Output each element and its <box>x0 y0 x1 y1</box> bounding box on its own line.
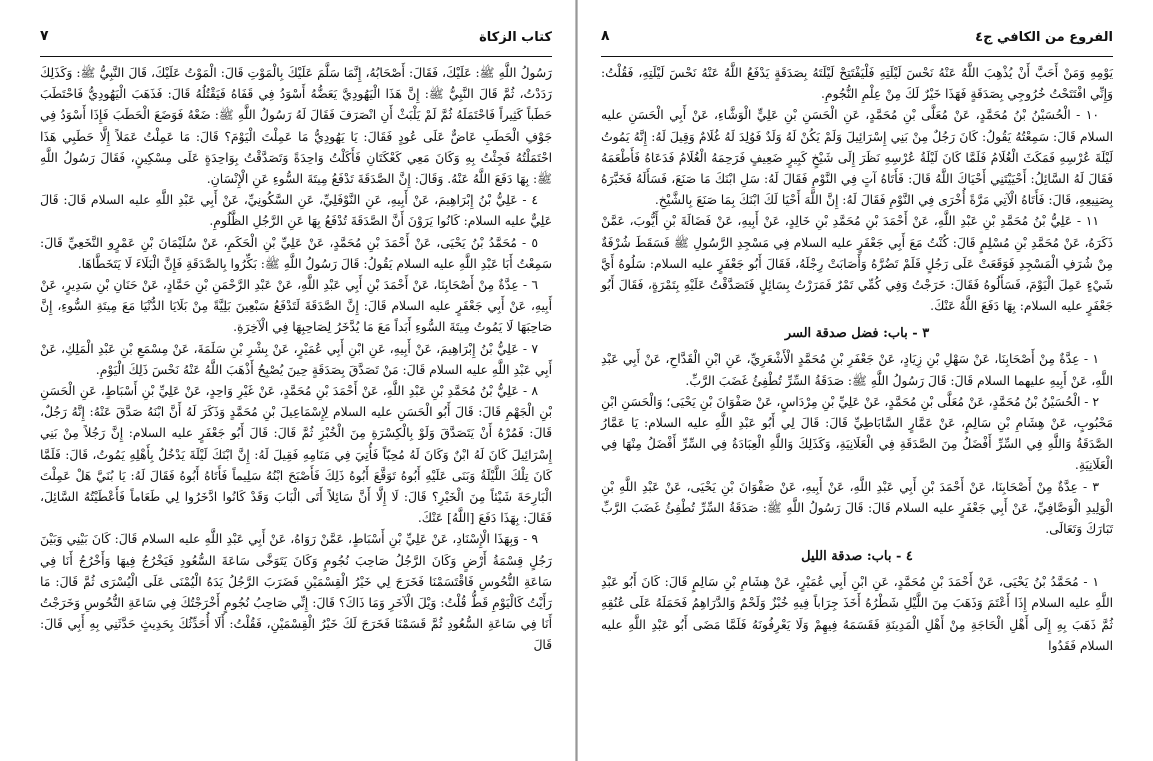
hadith-paragraph: ٧ - عَلِيُّ بْنُ إِبْرَاهِيمَ، عَنْ أَبِيهِ، عَنِ ابْنِ أَبِي عُمَيْرٍ، عَنْ بِشْرِ بْنِ سَلَمَةَ، عَنْ مِسْمَعِ بْنِ عَبْدِ الْمَلِكِ، عَنْ أَبِي عَبْدِ اللَّهِ عليه السلام قَالَ: مَنْ تَصَدَّقَ بِصَدَقَةٍ حِينَ يُصْبِحُ أَذْهَبَ اللَّهُ عَنْهُ نَحْسَ ذَلِكَ الْيَوْمِ. <box>40 341 552 377</box>
right-page-header <box>601 22 1113 57</box>
hadith-paragraph: يَوْمِهِ وَمَنْ أَحَبَّ أَنْ يُذْهِبَ اللَّهُ عَنْهُ نَحْسَ لَيْلَتِهِ فَلْيَفْتَتِحْ لَيْلَتَهُ بِصَدَقَةٍ يَدْفَعُ اللَّهُ عَنْهُ نَحْسَ لَيْلَتِهِ، فَقُلْتُ: وَإِنِّي افْتَتَحْتُ خُرُوجِي بِصَدَقَةٍ فَهَذَا خَيْرٌ لَكَ مِنْ عِلْمِ النُّجُومِ. <box>601 66 1113 102</box>
right-page-number: ٨ <box>601 28 610 44</box>
chapter-heading: ٤ - باب: صدقة الليل <box>801 549 913 565</box>
hadith-paragraph: ٤ - عَلِيُّ بْنُ إِبْرَاهِيمَ، عَنْ أَبِيهِ، عَنِ النَّوْفَلِيِّ، عَنِ السَّكُونِيِّ، عَنْ أَبِي عَبْدِ اللَّهِ عليه السلام قَالَ: قَالَ عَلِيٌّ عليه السلام: كَانُوا يَرَوْنَ أَنَّ الصَّدَقَةَ تُدْفَعُ بِهَا عَنِ الرَّجُلِ الظَّلُومِ. <box>40 193 552 229</box>
left-page-title: كتاب الزكاة <box>479 30 552 45</box>
hadith-paragraph: ١ - مُحَمَّدُ بْنُ يَحْيَى، عَنْ أَحْمَدَ بْنِ مُحَمَّدٍ، عَنِ ابْنِ أَبِي عُمَيْرٍ، عَنْ هِشَامِ بْنِ سَالِمٍ قَالَ: كَانَ أَبُو عَبْدِ اللَّهِ عليه السلام إِذَا أَعْتَمَ وَذَهَبَ مِنَ اللَّيْلِ شَطْرُهُ أَخَذَ جِرَاباً فِيهِ خُبْزٌ وَلَحْمٌ وَالدَّرَاهِمُ فَحَمَلَهُ عَلَى عُنُقِهِ ثُمَّ ذَهَبَ بِهِ إِلَى أَهْلِ الْحَاجَةِ مِنْ أَهْلِ الْمَدِينَةِ فَقَسَمَهُ فِيهِمْ وَلَا يَعْرِفُونَهُ فَلَمَّا مَضَى أَبُو عَبْدِ اللَّهِ عليه السلام فَقَدُوا <box>601 575 1113 653</box>
hadith-paragraph: ٦ - عِدَّةٌ مِنْ أَصْحَابِنَا، عَنْ أَحْمَدَ بْنِ أَبِي عَبْدِ اللَّهِ، عَنْ عَبْدِ الرَّحْمَنِ بْنِ حَمَّادٍ، عَنْ حَنَانِ بْنِ سَدِيرٍ، عَنْ أَبِيهِ، عَنْ أَبِي جَعْفَرٍ عليه السلام قَالَ: إِنَّ الصَّدَقَةَ لَتَدْفَعُ سَبْعِينَ بَلِيَّةً مِنْ بَلَايَا الدُّنْيَا مَعَ مِيتَةِ السُّوءِ، إِنَّ صَاحِبَهَا لَا يَمُوتُ مِيتَةَ السُّوءِ أَبَداً مَعَ مَا يُدَّخَرُ لِصَاحِبِهَا فِي الْآخِرَةِ. <box>40 278 552 335</box>
hadith-paragraph: ٢ - الْحُسَيْنُ بْنُ مُحَمَّدٍ، عَنْ مُعَلَّى بْنِ مُحَمَّدٍ، عَنْ عَلِيِّ بْنِ مِرْدَاسٍ، عَنْ صَفْوَانَ بْنِ يَحْيَى؛ وَالْحَسَنِ ابْنِ مَحْبُوبٍ، عَنْ هِشَامِ بْنِ سَالِمٍ، عَنْ عَمَّارٍ السَّابَاطِيِّ قَالَ: قَالَ لِي أَبُو عَبْدِ اللَّهِ عليه السلام: يَا عَمَّارُ الصَّدَقَةُ وَاللَّهِ فِي السِّرِّ أَفْضَلُ مِنَ الصَّدَقَةِ فِي الْعَلَانِيَةِ، وَكَذَلِكَ وَاللَّهِ الْعِبَادَةُ فِي السِّرِّ أَفْضَلُ مِنْهَا فِي الْعَلَانِيَةِ. <box>601 394 1113 473</box>
hadith-paragraph: ١١ - عَلِيُّ بْنُ مُحَمَّدِ بْنِ عَبْدِ اللَّهِ، عَنْ أَحْمَدَ بْنِ مُحَمَّدِ بْنِ خَالِدٍ، عَنْ أَبِيهِ، عَنْ فَضَالَةَ بْنِ أَيُّوبَ، عَمَّنْ ذَكَرَهُ، عَنْ مُحَمَّدِ بْنِ مُسْلِمٍ قَالَ: كُنْتُ مَعَ أَبِي جَعْفَرٍ عليه السلام فِي مَسْجِدِ الرَّسُولِ ﷺ فَسَقَطَ شُرْفَةٌ مِنْ شُرَفِ الْمَسْجِدِ فَوَقَعَتْ عَلَى رَجُلٍ فَلَمْ تَضُرَّهُ وَأَصَابَتْ رِجْلَهُ، فَقَالَ أَبُو جَعْفَرٍ عليه السلام: سَلُوهُ أَيَّ شَيْءٍ عَمِلَ الْيَوْمَ، فَسَأَلُوهُ فَقَالَ: خَرَجْتُ وَفِي كُمِّي تَمْرٌ فَمَرَرْتُ بِسَائِلٍ فَتَصَدَّقْتُ عَلَيْهِ بِتَمْرَةٍ، فَقَالَ أَبُو جَعْفَرٍ عليه السلام: بِهَا دَفَعَ اللَّهُ عَنْكَ. <box>601 214 1113 314</box>
right-page-title: الفروع من الكافي ج٤ <box>975 30 1113 45</box>
hadith-paragraph: ١ - عِدَّةٌ مِنْ أَصْحَابِنَا، عَنْ سَهْلِ بْنِ زِيَادٍ، عَنْ جَعْفَرِ بْنِ مُحَمَّدٍ الْأَشْعَرِيِّ، عَنِ ابْنِ الْقَدَّاحِ، عَنْ أَبِي عَبْدِ اللَّهِ، عَنْ أَبِيهِ عليهما السلام قَالَ: قَالَ رَسُولُ اللَّهِ ﷺ: صَدَقَةُ السِّرِّ تُطْفِئُ غَضَبَ الرَّبِّ. <box>601 352 1113 388</box>
left-page-body <box>40 63 552 657</box>
right-page-body <box>601 63 1113 657</box>
left-page-number: ٧ <box>40 28 49 44</box>
chapter-heading: ٣ - باب: فضل صدقة السر <box>784 326 930 342</box>
left-page-header <box>40 22 552 57</box>
hadith-paragraph: ٩ - وَبِهَذَا الْإِسْنَادِ، عَنْ عَلِيِّ بْنِ أَسْبَاطٍ، عَمَّنْ رَوَاهُ، عَنْ أَبِي عَبْدِ اللَّهِ عليه السلام قَالَ: كَانَ بَيْنِي وَبَيْنَ رَجُلٍ قِسْمَةُ أَرْضٍ وَكَانَ الرَّجُلُ صَاحِبَ نُجُومٍ وَكَانَ يَتَوَخَّى سَاعَةَ السُّعُودِ فَيَخْرُجُ فِيهَا وَأَخْرُجُ أَنَا فِي سَاعَةِ النُّحُوسِ فَاقْتَسَمْنَا فَخَرَجَ لِي خَيْرُ الْقِسْمَيْنِ فَضَرَبَ الرَّجُلُ يَدَهُ الْيُمْنَى عَلَى الْيُسْرَى ثُمَّ قَالَ: مَا رَأَيْتُ كَالْيَوْمِ قَطُّ قُلْتُ: وَيْلَ الْآخَرِ وَمَا ذَاكَ؟ قَالَ: إِنِّي صَاحِبُ نُجُومٍ أَخْرَجْتُكَ فِي سَاعَةِ النُّحُوسِ وَخَرَجْتُ أَنَا فِي سَاعَةِ السُّعُودِ ثُمَّ قَسَمْنَا فَخَرَجَ لَكَ خَيْرُ الْقِسْمَيْنِ، فَقُلْتُ: أَلَا أُحَدِّثُكَ بِحَدِيثٍ حَدَّثَنِي بِهِ أَبِي قَالَ: قَالَ <box>40 532 552 653</box>
hadith-paragraph: ٨ - عَلِيُّ بْنُ مُحَمَّدِ بْنِ عَبْدِ اللَّهِ، عَنْ أَحْمَدَ بْنِ مُحَمَّدٍ، عَنْ غَيْرِ وَاحِدٍ، عَنْ عَلِيِّ بْنِ أَسْبَاطٍ، عَنِ الْحَسَنِ بْنِ الْجَهْمِ قَالَ: قَالَ أَبُو الْحَسَنِ عليه السلام لِإِسْمَاعِيلَ بْنِ مُحَمَّدٍ وَذَكَرَ لَهُ أَنَّ ابْنَهُ صَدَّقَ عَنْهُ: إِنَّهُ رَجُلٌ، قَالَ: فَمُرْهُ أَنْ يَتَصَدَّقَ وَلَوْ بِالْكِسْرَةِ مِنَ الْخُبْزِ ثُمَّ قَالَ: قَالَ أَبُو جَعْفَرٍ عليه السلام: إِنَّ رَجُلاً مِنْ بَنِي إِسْرَائِيلَ كَانَ لَهُ ابْنٌ وَكَانَ لَهُ مُحِبّاً فَأُتِيَ فِي مَنَامِهِ فَقِيلَ لَهُ: إِنَّ ابْنَكَ لَيْلَةَ يَدْخُلُ بِأَهْلِهِ يَمُوتُ، قَالَ: فَلَمَّا كَانَ تِلْكَ اللَّيْلَةُ وَبَنَى عَلَيْهِ أَبُوهُ تَوَقَّعَ أَبُوهُ ذَلِكَ فَأَصْبَحَ ابْنُهُ سَلِيماً فَأَتَاهُ أَبُوهُ فَقَالَ لَهُ: يَا بُنَيَّ هَلْ عَمِلْتَ الْبَارِحَةَ شَيْئاً مِنَ الْخَيْرِ؟ قَالَ: لَا إِلَّا أَنَّ سَائِلاً أَتَى الْبَابَ وَقَدْ كَانُوا ادَّخَرُوا لِي طَعَاماً فَأَعْطَيْتُهُ السَّائِلَ، فَقَالَ: بِهَذَا دَفَعَ [اللَّهُ] عَنْكَ. <box>40 384 552 526</box>
right-page <box>577 0 1153 761</box>
hadith-paragraph: ٣ - عِدَّةٌ مِنْ أَصْحَابِنَا، عَنْ أَحْمَدَ بْنِ أَبِي عَبْدِ اللَّهِ، عَنْ أَبِيهِ، عَنْ صَفْوَانَ بْنِ يَحْيَى، عَنْ عَبْدِ اللَّهِ بْنِ الْوَلِيدِ الْوَصَّافِيِّ، عَنْ أَبِي جَعْفَرٍ عليه السلام قَالَ: قَالَ رَسُولُ اللَّهِ ﷺ: صَدَقَةُ السِّرِّ تُطْفِئُ غَضَبَ الرَّبِّ تَبَارَكَ وَتَعَالَى. <box>601 479 1113 537</box>
hadith-paragraph: رَسُولُ اللَّهِ ﷺ: عَلَيْكَ، فَقَالَ: أَصْحَابُهُ، إِنَّمَا سَلَّمَ عَلَيْكَ بِالْمَوْتِ قَالَ: الْمَوْتُ عَلَيْكَ، قَالَ النَّبِيُّ ﷺ: وَكَذَلِكَ رَدَدْتُ، ثُمَّ قَالَ النَّبِيُّ ﷺ: إِنَّ هَذَا الْيَهُودِيَّ يَعَضُّهُ أَسْوَدُ فِي قَفَاهُ فَيَقْتُلُهُ قَالَ: فَذَهَبَ الْيَهُودِيُّ فَاحْتَطَبَ حَطَباً كَثِيراً فَاحْتَمَلَهُ ثُمَّ لَمْ يَلْبَثْ أَنِ انْصَرَفَ فَقَالَ لَهُ رَسُولُ اللَّهِ ﷺ: ضَعْهُ فَوَضَعَ الْحَطَبَ فَإِذَا أَسْوَدُ فِي جَوْفِ الْحَطَبِ عَاضٌّ عَلَى عُودٍ فَقَالَ: يَا يَهُودِيُّ مَا عَمِلْتَ الْيَوْمَ؟ قَالَ: مَا عَمِلْتُ عَمَلاً إِلَّا حَطَبِي هَذَا احْتَمَلْتُهُ فَجِئْتُ بِهِ وَكَانَ مَعِي كَعْكَتَانِ فَأَكَلْتُ وَاحِدَةً وَتَصَدَّقْتُ بِوَاحِدَةٍ عَلَى مِسْكِينٍ، فَقَالَ رَسُولُ اللَّهِ ﷺ: بِهَا دَفَعَ اللَّهُ عَنْهُ. وَقَالَ: إِنَّ الصَّدَقَةَ تَدْفَعُ مِيتَةَ السُّوءِ عَنِ الْإِنْسَانِ. <box>40 66 552 187</box>
left-page <box>0 0 576 761</box>
hadith-paragraph: ٥ - مُحَمَّدُ بْنُ يَحْيَى، عَنْ أَحْمَدَ بْنِ مُحَمَّدٍ، عَنْ عَلِيِّ بْنِ الْحَكَمِ، عَنْ سُلَيْمَانَ بْنِ عَمْرٍو النَّخَعِيِّ قَالَ: سَمِعْتُ أَبَا عَبْدِ اللَّهِ عليه السلام يَقُولُ: قَالَ رَسُولُ اللَّهِ ﷺ: بَكِّرُوا بِالصَّدَقَةِ فَإِنَّ الْبَلَاءَ لَا يَتَخَطَّاهَا. <box>40 235 552 271</box>
hadith-paragraph: ١٠ - الْحُسَيْنُ بْنُ مُحَمَّدٍ، عَنْ مُعَلَّى بْنِ مُحَمَّدٍ، عَنِ الْحَسَنِ بْنِ عَلِيٍّ الْوَشَّاءِ، عَنْ أَبِي الْحَسَنِ عليه السلام قَالَ: سَمِعْتُهُ يَقُولُ: كَانَ رَجُلٌ مِنْ بَنِي إِسْرَائِيلَ وَلَمْ يَكُنْ لَهُ وَلَدٌ فَوُلِدَ لَهُ غُلَامٌ وَقِيلَ لَهُ: إِنَّهُ يَمُوتُ لَيْلَةَ عُرْسِهِ فَمَكَثَ الْغُلَامُ فَلَمَّا كَانَ لَيْلَةُ عُرْسِهِ نَظَرَ إِلَى شَيْخٍ كَبِيرٍ ضَعِيفٍ فَرَحِمَهُ الْغُلَامُ فَدَعَاهُ فَأَطْعَمَهُ فَقَالَ لَهُ السَّائِلُ: أَحْيَيْتَنِي أَحْيَاكَ اللَّهُ قَالَ: فَأَتَاهُ آتٍ فِي النَّوْمِ فَقَالَ لَهُ: سَلِ ابْنَكَ مَا صَنَعَ، فَسَأَلَهُ فَخَبَّرَهُ بِصَنِيعِهِ، قَالَ: فَأَتَاهُ الْآتِي مَرَّةً أُخْرَى فِي النَّوْمِ فَقَالَ لَهُ: إِنَّ اللَّهَ أَحْيَا لَكَ ابْنَكَ بِمَا صَنَعَ بِالشَّيْخِ. <box>601 108 1113 208</box>
